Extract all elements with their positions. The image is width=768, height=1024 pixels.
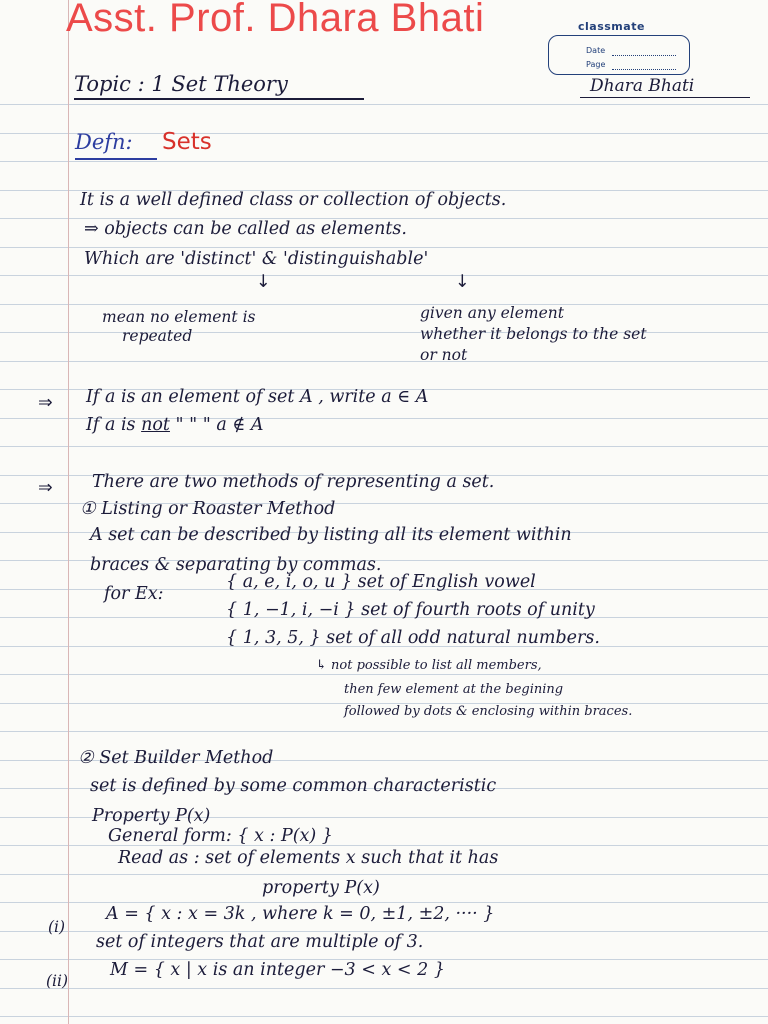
- note-distinguishable-2: whether it belongs to the set: [420, 325, 647, 343]
- ruled-line: [0, 247, 768, 248]
- ruled-line: [0, 731, 768, 732]
- ruled-line: [0, 275, 768, 276]
- method-2-line-4: Read as : set of elements x such that it has: [118, 848, 499, 868]
- signature: Dhara Bhati: [590, 76, 695, 96]
- signature-underline: [580, 97, 750, 98]
- method-2-line-2: Property P(x): [92, 806, 211, 826]
- ruled-line: [0, 988, 768, 989]
- membership-line-2-end: " " " a ∉ A: [175, 415, 264, 435]
- definition-label: Defn:: [75, 130, 133, 154]
- definition-underline: [75, 158, 157, 160]
- watermark-title: Asst. Prof. Dhara Bhati: [66, 0, 485, 40]
- date-line: [612, 55, 676, 57]
- page-label: Page: [586, 60, 606, 69]
- ruled-line: [0, 104, 768, 105]
- note-distinct-2: repeated: [122, 327, 193, 345]
- method-2-line-1: set is defined by some common characteristic: [90, 776, 497, 796]
- arrow-icon: ⇒: [38, 478, 53, 498]
- methods-intro: There are two methods of representing a set.: [92, 472, 495, 492]
- ruled-line: [0, 304, 768, 305]
- example-ii: M = { x | x is an integer −3 < x < 2 }: [110, 960, 445, 980]
- example-odd-numbers: { 1, 3, 5, } set of all odd natural numbers.: [226, 628, 600, 648]
- method-2-line-5: property P(x): [262, 878, 380, 898]
- note-line-1: ↳ not possible to list all members,: [316, 658, 542, 673]
- note-distinguishable-3: or not: [420, 346, 468, 364]
- down-arrow-icon: ↓: [256, 272, 271, 292]
- method-1-line-1: A set can be described by listing all its element within: [90, 525, 572, 545]
- note-line-3: followed by dots & enclosing within braces.: [344, 704, 633, 719]
- example-ii-label: (ii): [46, 972, 69, 990]
- ruled-line: [0, 446, 768, 447]
- intro-line-1: It is a well defined class or collection of objects.: [80, 190, 507, 210]
- membership-line-2: [86, 415, 264, 435]
- margin-line: [68, 0, 69, 1024]
- ruled-line: [0, 161, 768, 162]
- page-line: [612, 69, 676, 71]
- definition-title: Sets: [162, 129, 212, 155]
- for-example-label: for Ex:: [104, 584, 164, 604]
- ruled-line: [0, 361, 768, 362]
- intro-line-2: ⇒ objects can be called as elements.: [84, 219, 407, 239]
- method-1-title: ① Listing or Roaster Method: [80, 499, 336, 519]
- method-1-line-2: braces & separating by commas.: [90, 555, 382, 575]
- note-distinct-1: mean no element is: [102, 308, 256, 326]
- membership-line-1: If a is an element of set A , write a ∈ A: [86, 387, 429, 407]
- example-i-note: set of integers that are multiple of 3.: [96, 932, 424, 952]
- note-distinguishable-1: given any element: [420, 304, 565, 322]
- down-arrow-icon: ↓: [455, 272, 470, 292]
- ruled-line: [0, 902, 768, 903]
- topic-heading: Topic : 1 Set Theory: [74, 72, 288, 96]
- example-i-label: (i): [48, 918, 66, 936]
- ruled-line: [0, 674, 768, 675]
- example-roots: { 1, −1, i, −i } set of fourth roots of unity: [226, 600, 595, 620]
- note-line-2: then few element at the begining: [344, 682, 564, 697]
- date-label: Date: [586, 46, 606, 55]
- ruled-line: [0, 1016, 768, 1017]
- example-vowels: { a, e, i, o, u } set of English vowel: [226, 572, 536, 592]
- brand-logo: classmate: [578, 20, 645, 33]
- method-2-line-3: General form: { x : P(x) }: [108, 826, 333, 846]
- membership-line-2-start: If a is: [86, 415, 136, 435]
- ruled-line: [0, 332, 768, 333]
- topic-underline: [74, 98, 364, 100]
- example-i: A = { x : x = 3k , where k = 0, ±1, ±2, ···· }: [106, 904, 495, 924]
- membership-not: not: [141, 415, 170, 435]
- method-2-title: ② Set Builder Method: [78, 748, 274, 768]
- intro-line-3: Which are 'distinct' & 'distinguishable': [84, 249, 429, 269]
- ruled-line: [0, 874, 768, 875]
- arrow-icon: ⇒: [38, 393, 53, 413]
